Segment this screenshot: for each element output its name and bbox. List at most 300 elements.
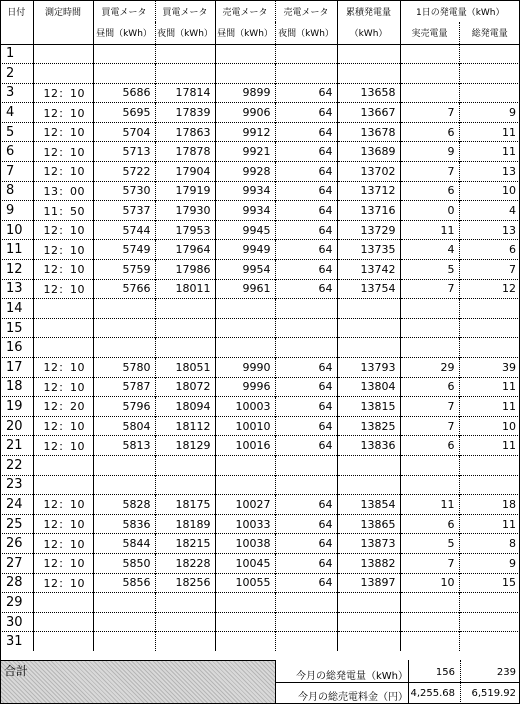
time-cell: 12：10 bbox=[33, 416, 93, 436]
sell-day-cell: 9996 bbox=[215, 377, 275, 397]
buy-night-cell: 17919 bbox=[155, 181, 215, 201]
table-row bbox=[0, 83, 520, 103]
sold-cell: 6 bbox=[400, 181, 459, 201]
buy-night-cell: 18175 bbox=[155, 495, 215, 515]
header-row-1 bbox=[0, 0, 520, 22]
sold-cell: 6 bbox=[400, 122, 459, 142]
table-row bbox=[0, 475, 520, 495]
sold-cell bbox=[400, 612, 459, 632]
time-cell bbox=[33, 475, 93, 495]
buy-day-cell: 5704 bbox=[93, 122, 155, 142]
monthly-sold-fee-value: 4,255.68 bbox=[410, 688, 455, 699]
sell-night-cell bbox=[275, 612, 337, 632]
buy-night-cell bbox=[155, 612, 215, 632]
sell-night-cell: 64 bbox=[275, 358, 337, 378]
table-row bbox=[0, 397, 520, 417]
time-cell: 12：10 bbox=[33, 142, 93, 162]
day-cell: 19 bbox=[0, 397, 33, 417]
time-cell: 12：10 bbox=[33, 495, 93, 515]
sell-night-cell: 64 bbox=[275, 279, 337, 299]
buy-night-cell: 17986 bbox=[155, 260, 215, 280]
header-buy-meter-night: 買電メータ bbox=[155, 0, 215, 22]
time-cell: 12：10 bbox=[33, 260, 93, 280]
sold-cell bbox=[400, 338, 459, 358]
sold-cell: 9 bbox=[400, 142, 459, 162]
sell-day-cell bbox=[215, 44, 275, 64]
sell-night-cell bbox=[275, 44, 337, 64]
sold-cell: 11 bbox=[400, 495, 459, 515]
time-cell: 12：10 bbox=[33, 240, 93, 260]
buy-day-cell: 5695 bbox=[93, 103, 155, 123]
table-row bbox=[0, 514, 520, 534]
time-cell bbox=[33, 338, 93, 358]
day-cell: 2 bbox=[0, 64, 33, 84]
totals-row-divider bbox=[275, 682, 520, 683]
cumulative-cell bbox=[337, 299, 400, 319]
sell-day-cell bbox=[215, 593, 275, 613]
generated-cell: 6 bbox=[459, 240, 520, 260]
buy-day-cell bbox=[93, 299, 155, 319]
monthly-total-generation-value: 239 bbox=[496, 667, 516, 678]
buy-day-cell bbox=[93, 64, 155, 84]
cumulative-cell: 13854 bbox=[337, 495, 400, 515]
sell-day-cell bbox=[215, 338, 275, 358]
sell-day-cell bbox=[215, 612, 275, 632]
day-cell: 1 bbox=[0, 44, 33, 64]
day-cell: 31 bbox=[0, 632, 33, 652]
sell-night-cell: 64 bbox=[275, 122, 337, 142]
buy-day-cell: 5836 bbox=[93, 514, 155, 534]
header-time-blank bbox=[33, 22, 93, 44]
buy-night-cell: 17930 bbox=[155, 201, 215, 221]
generated-cell: 13 bbox=[459, 162, 520, 182]
header-sell-meter-night: 売電メータ bbox=[275, 0, 337, 22]
sell-day-cell: 10027 bbox=[215, 495, 275, 515]
sell-night-cell bbox=[275, 318, 337, 338]
generated-cell: 10 bbox=[459, 181, 520, 201]
cumulative-cell: 13658 bbox=[337, 83, 400, 103]
sell-night-cell: 64 bbox=[275, 534, 337, 554]
sold-cell bbox=[400, 64, 459, 84]
table-row bbox=[0, 122, 520, 142]
buy-day-cell bbox=[93, 475, 155, 495]
sell-day-cell bbox=[215, 64, 275, 84]
buy-night-cell: 17904 bbox=[155, 162, 215, 182]
header-date-blank bbox=[0, 22, 33, 44]
sell-night-cell: 64 bbox=[275, 495, 337, 515]
sell-day-cell: 10045 bbox=[215, 553, 275, 573]
buy-night-cell: 18072 bbox=[155, 377, 215, 397]
cumulative-cell bbox=[337, 612, 400, 632]
generated-cell: 11 bbox=[459, 142, 520, 162]
table-row bbox=[0, 573, 520, 593]
sell-night-cell: 64 bbox=[275, 240, 337, 260]
sell-day-cell: 9949 bbox=[215, 240, 275, 260]
generated-cell: 11 bbox=[459, 377, 520, 397]
buy-day-cell: 5787 bbox=[93, 377, 155, 397]
generated-cell: 8 bbox=[459, 534, 520, 554]
sell-night-cell: 64 bbox=[275, 416, 337, 436]
buy-day-cell: 5749 bbox=[93, 240, 155, 260]
header-row-2 bbox=[0, 22, 520, 44]
table-row bbox=[0, 240, 520, 260]
time-cell: 12：10 bbox=[33, 83, 93, 103]
header-unit-sell-night: 夜間（kWh） bbox=[275, 22, 337, 44]
buy-day-cell: 5686 bbox=[93, 83, 155, 103]
sell-day-cell bbox=[215, 475, 275, 495]
table-row bbox=[0, 436, 520, 456]
generated-cell: 11 bbox=[459, 514, 520, 534]
sell-night-cell: 64 bbox=[275, 181, 337, 201]
buy-night-cell: 17964 bbox=[155, 240, 215, 260]
sell-night-cell bbox=[275, 299, 337, 319]
table-row bbox=[0, 534, 520, 554]
sold-cell bbox=[400, 475, 459, 495]
time-cell bbox=[33, 64, 93, 84]
sold-cell bbox=[400, 83, 459, 103]
cumulative-cell bbox=[337, 632, 400, 652]
buy-night-cell: 18094 bbox=[155, 397, 215, 417]
cumulative-cell: 13735 bbox=[337, 240, 400, 260]
sold-cell bbox=[400, 318, 459, 338]
generated-cell bbox=[459, 299, 520, 319]
sold-cell: 0 bbox=[400, 201, 459, 221]
table-row bbox=[0, 416, 520, 436]
header-buy-meter-day: 買電メータ bbox=[93, 0, 155, 22]
sell-night-cell: 64 bbox=[275, 397, 337, 417]
cumulative-cell: 13702 bbox=[337, 162, 400, 182]
cumulative-cell: 13825 bbox=[337, 416, 400, 436]
header-daily-generation: 1日の発電量（kWh） bbox=[400, 0, 520, 22]
cumulative-cell: 13882 bbox=[337, 553, 400, 573]
day-cell: 29 bbox=[0, 593, 33, 613]
cumulative-cell bbox=[337, 593, 400, 613]
sell-day-cell: 9906 bbox=[215, 103, 275, 123]
day-cell: 3 bbox=[0, 83, 33, 103]
table-row bbox=[0, 299, 520, 319]
sold-cell bbox=[400, 632, 459, 652]
sell-day-cell: 9928 bbox=[215, 162, 275, 182]
time-cell bbox=[33, 44, 93, 64]
total-label: 合計 bbox=[4, 664, 29, 678]
sold-cell: 5 bbox=[400, 260, 459, 280]
buy-night-cell: 18051 bbox=[155, 358, 215, 378]
sell-night-cell: 64 bbox=[275, 377, 337, 397]
sold-cell bbox=[400, 44, 459, 64]
time-cell: 12：10 bbox=[33, 573, 93, 593]
cumulative-cell: 13712 bbox=[337, 181, 400, 201]
table-row bbox=[0, 142, 520, 162]
day-cell: 14 bbox=[0, 299, 33, 319]
table-row bbox=[0, 220, 520, 240]
cumulative-cell: 13729 bbox=[337, 220, 400, 240]
monthly-fee-label: 今月の総売電料金（円） bbox=[298, 692, 408, 703]
generated-cell: 7 bbox=[459, 260, 520, 280]
buy-day-cell: 5780 bbox=[93, 358, 155, 378]
sold-cell: 7 bbox=[400, 103, 459, 123]
monthly-sold-energy-value: 156 bbox=[435, 667, 455, 678]
cumulative-cell bbox=[337, 338, 400, 358]
sell-day-cell: 10038 bbox=[215, 534, 275, 554]
buy-day-cell: 5796 bbox=[93, 397, 155, 417]
buy-day-cell bbox=[93, 455, 155, 475]
cumulative-cell bbox=[337, 455, 400, 475]
sell-day-cell: 10016 bbox=[215, 436, 275, 456]
sold-cell: 29 bbox=[400, 358, 459, 378]
sold-cell: 5 bbox=[400, 534, 459, 554]
generated-cell: 13 bbox=[459, 220, 520, 240]
buy-night-cell: 17839 bbox=[155, 103, 215, 123]
buy-day-cell: 5737 bbox=[93, 201, 155, 221]
table-row bbox=[0, 612, 520, 632]
cumulative-cell: 13836 bbox=[337, 436, 400, 456]
table-row bbox=[0, 64, 520, 84]
day-cell: 30 bbox=[0, 612, 33, 632]
sell-night-cell: 64 bbox=[275, 573, 337, 593]
time-cell: 12：10 bbox=[33, 103, 93, 123]
sell-day-cell: 9945 bbox=[215, 220, 275, 240]
generated-cell bbox=[459, 612, 520, 632]
buy-day-cell: 5722 bbox=[93, 162, 155, 182]
generated-cell bbox=[459, 338, 520, 358]
buy-day-cell bbox=[93, 44, 155, 64]
sold-cell: 11 bbox=[400, 220, 459, 240]
buy-night-cell: 18256 bbox=[155, 573, 215, 593]
buy-night-cell bbox=[155, 455, 215, 475]
cumulative-cell bbox=[337, 318, 400, 338]
day-cell: 28 bbox=[0, 573, 33, 593]
buy-night-cell: 17814 bbox=[155, 83, 215, 103]
sell-day-cell: 9934 bbox=[215, 181, 275, 201]
buy-night-cell bbox=[155, 44, 215, 64]
cumulative-cell: 13815 bbox=[337, 397, 400, 417]
sold-cell bbox=[400, 299, 459, 319]
buy-night-cell: 18011 bbox=[155, 279, 215, 299]
time-cell: 12：10 bbox=[33, 553, 93, 573]
generated-cell bbox=[459, 475, 520, 495]
sell-day-cell: 10010 bbox=[215, 416, 275, 436]
table-row bbox=[0, 162, 520, 182]
generated-cell: 11 bbox=[459, 122, 520, 142]
sell-day-cell: 10033 bbox=[215, 514, 275, 534]
cumulative-cell: 13716 bbox=[337, 201, 400, 221]
cumulative-cell: 13742 bbox=[337, 260, 400, 280]
sell-night-cell bbox=[275, 455, 337, 475]
cumulative-cell bbox=[337, 475, 400, 495]
sold-cell: 6 bbox=[400, 377, 459, 397]
day-cell: 25 bbox=[0, 514, 33, 534]
sell-day-cell: 9921 bbox=[215, 142, 275, 162]
day-cell: 8 bbox=[0, 181, 33, 201]
generated-cell bbox=[459, 593, 520, 613]
buy-day-cell bbox=[93, 632, 155, 652]
buy-night-cell bbox=[155, 338, 215, 358]
cumulative-cell: 13754 bbox=[337, 279, 400, 299]
generated-cell bbox=[459, 64, 520, 84]
buy-night-cell: 18215 bbox=[155, 534, 215, 554]
buy-night-cell: 18129 bbox=[155, 436, 215, 456]
sold-cell: 7 bbox=[400, 553, 459, 573]
buy-day-cell: 5828 bbox=[93, 495, 155, 515]
table-row bbox=[0, 44, 520, 64]
cumulative-cell: 13678 bbox=[337, 122, 400, 142]
time-cell bbox=[33, 593, 93, 613]
cumulative-cell: 13873 bbox=[337, 534, 400, 554]
day-cell: 7 bbox=[0, 162, 33, 182]
sell-day-cell: 9954 bbox=[215, 260, 275, 280]
buy-day-cell: 5766 bbox=[93, 279, 155, 299]
buy-day-cell: 5804 bbox=[93, 416, 155, 436]
header-time: 測定時間 bbox=[33, 0, 93, 22]
day-cell: 17 bbox=[0, 358, 33, 378]
buy-day-cell: 5744 bbox=[93, 220, 155, 240]
table-row bbox=[0, 260, 520, 280]
time-cell: 12：10 bbox=[33, 534, 93, 554]
sell-day-cell: 9899 bbox=[215, 83, 275, 103]
table-row bbox=[0, 318, 520, 338]
time-cell: 12：10 bbox=[33, 358, 93, 378]
generated-cell: 4 bbox=[459, 201, 520, 221]
time-cell: 11：50 bbox=[33, 201, 93, 221]
generated-cell: 11 bbox=[459, 397, 520, 417]
time-cell bbox=[33, 299, 93, 319]
table-row bbox=[0, 632, 520, 652]
cumulative-cell: 13897 bbox=[337, 573, 400, 593]
sell-night-cell: 64 bbox=[275, 142, 337, 162]
sell-day-cell bbox=[215, 455, 275, 475]
table-row bbox=[0, 338, 520, 358]
generated-cell: 12 bbox=[459, 279, 520, 299]
table-row bbox=[0, 495, 520, 515]
day-cell: 24 bbox=[0, 495, 33, 515]
sell-day-cell: 9990 bbox=[215, 358, 275, 378]
day-cell: 16 bbox=[0, 338, 33, 358]
generated-cell bbox=[459, 318, 520, 338]
table-row bbox=[0, 181, 520, 201]
sell-night-cell: 64 bbox=[275, 220, 337, 240]
sell-day-cell bbox=[215, 299, 275, 319]
day-cell: 23 bbox=[0, 475, 33, 495]
sold-cell: 6 bbox=[400, 514, 459, 534]
cumulative-cell: 13804 bbox=[337, 377, 400, 397]
buy-day-cell: 5813 bbox=[93, 436, 155, 456]
time-cell: 12：10 bbox=[33, 122, 93, 142]
generated-cell: 9 bbox=[459, 103, 520, 123]
table-row bbox=[0, 593, 520, 613]
sell-night-cell: 64 bbox=[275, 436, 337, 456]
day-cell: 10 bbox=[0, 220, 33, 240]
buy-night-cell bbox=[155, 632, 215, 652]
header-unit-buy-day: 昼間（kWh） bbox=[93, 22, 155, 44]
time-cell: 12：10 bbox=[33, 220, 93, 240]
day-cell: 21 bbox=[0, 436, 33, 456]
sell-day-cell bbox=[215, 632, 275, 652]
time-cell: 13：00 bbox=[33, 181, 93, 201]
day-cell: 12 bbox=[0, 260, 33, 280]
generated-cell: 10 bbox=[459, 416, 520, 436]
sold-cell: 4 bbox=[400, 240, 459, 260]
monthly-total-fee-value: 6,519.92 bbox=[471, 688, 516, 699]
day-cell: 26 bbox=[0, 534, 33, 554]
time-cell: 12：20 bbox=[33, 397, 93, 417]
sold-cell bbox=[400, 593, 459, 613]
buy-night-cell: 17863 bbox=[155, 122, 215, 142]
time-cell: 12：10 bbox=[33, 162, 93, 182]
day-cell: 20 bbox=[0, 416, 33, 436]
generated-cell bbox=[459, 632, 520, 652]
cumulative-cell: 13689 bbox=[337, 142, 400, 162]
generated-cell bbox=[459, 83, 520, 103]
header-unit-buy-night: 夜間（kWh） bbox=[155, 22, 215, 44]
table-row bbox=[0, 358, 520, 378]
sell-night-cell bbox=[275, 338, 337, 358]
buy-night-cell: 17953 bbox=[155, 220, 215, 240]
time-cell bbox=[33, 612, 93, 632]
sold-cell: 10 bbox=[400, 573, 459, 593]
sell-night-cell: 64 bbox=[275, 83, 337, 103]
day-cell: 4 bbox=[0, 103, 33, 123]
buy-day-cell bbox=[93, 593, 155, 613]
totals-box-col-divider bbox=[408, 660, 409, 704]
sell-day-cell: 10055 bbox=[215, 573, 275, 593]
time-cell: 12：10 bbox=[33, 377, 93, 397]
sell-day-cell bbox=[215, 318, 275, 338]
day-cell: 5 bbox=[0, 122, 33, 142]
time-cell bbox=[33, 632, 93, 652]
time-cell bbox=[33, 318, 93, 338]
header-unit-sell-day: 昼間（kWh） bbox=[215, 22, 275, 44]
cumulative-cell: 13667 bbox=[337, 103, 400, 123]
buy-day-cell: 5759 bbox=[93, 260, 155, 280]
table-row bbox=[0, 455, 520, 475]
generated-cell: 9 bbox=[459, 553, 520, 573]
table-row bbox=[0, 201, 520, 221]
buy-night-cell bbox=[155, 299, 215, 319]
sell-day-cell: 9934 bbox=[215, 201, 275, 221]
sell-night-cell: 64 bbox=[275, 162, 337, 182]
sell-night-cell: 64 bbox=[275, 553, 337, 573]
buy-day-cell bbox=[93, 338, 155, 358]
sold-cell: 7 bbox=[400, 397, 459, 417]
generated-cell: 18 bbox=[459, 495, 520, 515]
day-cell: 27 bbox=[0, 553, 33, 573]
sold-cell bbox=[400, 455, 459, 475]
buy-day-cell: 5850 bbox=[93, 553, 155, 573]
cumulative-cell bbox=[337, 44, 400, 64]
sold-cell: 7 bbox=[400, 416, 459, 436]
sell-day-cell: 9912 bbox=[215, 122, 275, 142]
day-cell: 9 bbox=[0, 201, 33, 221]
sell-night-cell: 64 bbox=[275, 201, 337, 221]
cumulative-cell: 13793 bbox=[337, 358, 400, 378]
sold-cell: 6 bbox=[400, 436, 459, 456]
time-cell: 12：10 bbox=[33, 279, 93, 299]
day-cell: 15 bbox=[0, 318, 33, 338]
day-cell: 13 bbox=[0, 279, 33, 299]
day-cell: 11 bbox=[0, 240, 33, 260]
buy-day-cell bbox=[93, 318, 155, 338]
day-cell: 18 bbox=[0, 377, 33, 397]
buy-day-cell: 5856 bbox=[93, 573, 155, 593]
buy-night-cell: 18189 bbox=[155, 514, 215, 534]
buy-night-cell bbox=[155, 64, 215, 84]
generated-cell bbox=[459, 44, 520, 64]
header-total-generation: 総発電量 bbox=[459, 22, 520, 44]
buy-night-cell bbox=[155, 593, 215, 613]
cumulative-cell bbox=[337, 64, 400, 84]
table-row bbox=[0, 279, 520, 299]
sell-night-cell: 64 bbox=[275, 103, 337, 123]
